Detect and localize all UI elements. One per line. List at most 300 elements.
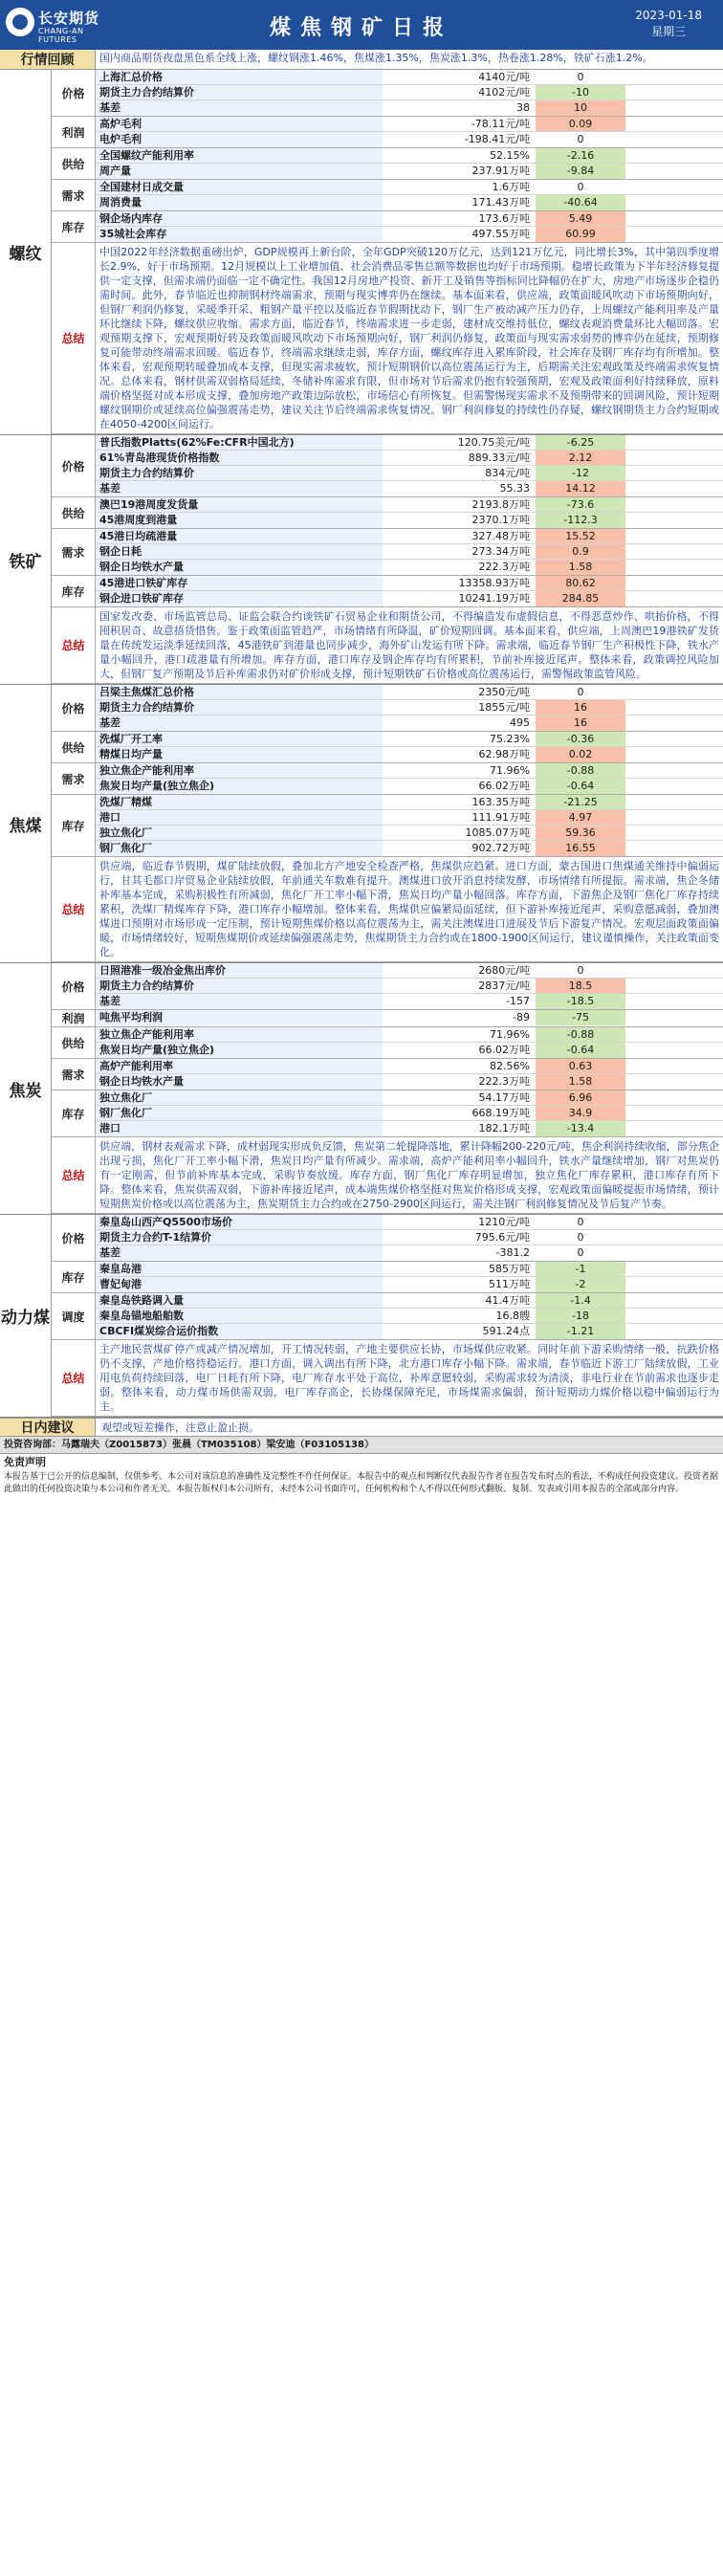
indicator-change: 0 <box>536 70 625 84</box>
disclaimer-text: 本报告基于已公开的信息编制，仅供参考。本公司对该信息的准确性及完整性不作任何保证。本报告中的观点和判断仅代表报告作者在报告发布时点的看法，不构成任何投资建议。投资者据此做出的任何投资决策与本公司和作者无关。本报告版权归本公司所有，未经本公司书面许可，任何机构和个人不得以任何形式翻版、复制、发表或引用本报告的全部或部分内容。 <box>4 1472 719 1494</box>
group-rows <box>96 963 723 1009</box>
indicator-row <box>96 117 723 132</box>
group-label: 价格 <box>52 963 96 1009</box>
row-filler <box>625 180 723 194</box>
indicator-change: 16 <box>536 700 625 715</box>
indicator-name: 全国螺纹产能利用率 <box>96 148 383 163</box>
indicator-row <box>96 100 723 116</box>
row-filler <box>625 1010 723 1025</box>
indicator-change: -1.21 <box>536 1324 625 1339</box>
indicator-value: 71.96% <box>383 1027 536 1042</box>
row-filler <box>625 435 723 450</box>
indicator-change: 15.52 <box>536 529 625 543</box>
indicator-row <box>96 481 723 496</box>
summary-text: 国家发改委、市场监管总局、证监会联合约谈铁矿石贸易企业和期货公司，不得编造发布虚假信息，不得恶意炒作、哄抬价格，不得囤积居奇、故意捂货惜售。鉴于政策面监管趋严，市场情绪有所降温，矿价短期回调。基本面来看，供应端，上周澳巴19港铁矿发货量在传统发运淡季延续回落，45港铁矿到港量也同步减少，海外矿山发运有所下降。需求端，临近春节钢厂生产积极性下降，铁水产量小幅回升，港口疏港量有所增加。库存方面，港口库存及钢企库存均有所累积，节前补库接近尾声。整体来看，政策调控风险加大，但钢厂复产预期及节后补库需求仍对矿价形成支撑，预计短期铁矿石价格或高位震荡运行，需警惕政策监管风险。 <box>99 610 719 680</box>
row-filler <box>625 1277 723 1292</box>
summary-label: 总结 <box>52 243 96 433</box>
indicator-name: 吕梁主焦煤汇总价格 <box>96 685 383 699</box>
indicator-value: 4140元/吨 <box>383 70 536 84</box>
indicator-name: 全国建材日成交量 <box>96 180 383 194</box>
indicator-group <box>52 211 723 243</box>
indicator-name: 港口 <box>96 810 383 825</box>
indicator-value: 222.3万吨 <box>383 1074 536 1090</box>
row-filler <box>625 979 723 993</box>
group-label: 价格 <box>52 1215 96 1261</box>
indicator-name: 期货主力合约结算价 <box>96 85 383 99</box>
indicator-group <box>52 117 723 148</box>
indicator-row <box>96 1121 723 1136</box>
row-filler <box>625 1059 723 1073</box>
indicator-value: 38 <box>383 100 536 116</box>
indicator-name: 钢企日均铁水产量 <box>96 1074 383 1090</box>
indicator-group <box>52 1090 723 1137</box>
indicator-value: 163.35万吨 <box>383 795 536 809</box>
indicator-change: 14.12 <box>536 481 625 496</box>
row-filler <box>625 148 723 163</box>
indicator-change: -12 <box>536 466 625 480</box>
row-filler <box>625 1121 723 1136</box>
indicator-row <box>96 211 723 227</box>
indicator-name: 35城社会库存 <box>96 227 383 242</box>
indicator-name: 基差 <box>96 1245 383 1261</box>
indicator-name: 钢企场内库存 <box>96 211 383 226</box>
indicator-row <box>96 1293 723 1309</box>
indicator-change: -75 <box>536 1010 625 1025</box>
group-label: 库存 <box>52 795 96 856</box>
summary-group <box>52 243 723 434</box>
summary-label: 总结 <box>52 857 96 961</box>
indicator-name: 洗煤厂精煤 <box>96 795 383 809</box>
indicator-group <box>52 732 723 763</box>
group-label: 库存 <box>52 1262 96 1292</box>
indicator-change: 284.85 <box>536 591 625 606</box>
indicator-change: -1 <box>536 1262 625 1276</box>
indicator-row <box>96 1324 723 1339</box>
commodity-section <box>0 963 723 1215</box>
row-filler <box>625 513 723 528</box>
indicator-name: CBCFI煤炭综合运价指数 <box>96 1324 383 1339</box>
disclaimer-title: 免责声明 <box>4 1456 46 1468</box>
indicator-value: 2680元/吨 <box>383 963 536 978</box>
group-rows <box>96 763 723 794</box>
indicator-group <box>52 180 723 211</box>
row-filler <box>625 747 723 762</box>
indicator-name: 钢企进口铁矿库存 <box>96 591 383 606</box>
indicator-name: 港口 <box>96 1121 383 1136</box>
row-filler <box>625 1262 723 1276</box>
group-rows <box>96 732 723 762</box>
indicator-change: 0.09 <box>536 117 625 131</box>
indicator-row <box>96 180 723 195</box>
summary-text: 供应端，临近春节假期，煤矿陆续放假，叠加北方产地安全检查严格，焦煤供应趋紧。进口方面，蒙古国进口焦煤通关维持中偏弱运行，甘其毛都口岸贸易企业陆续放假，年前通关车数难有提升。澳煤进口放开消息持续发酵，市场情绪有所提振。需求端，焦企冬储补库基本完成，采购积极性有所减弱，焦化厂开工率小幅下滑，焦炭日均产量小幅回落。库存方面，下游焦企及钢厂焦化厂库存持续累积，洗煤厂精煤库存下降，港口库存小幅增加。整体来看，焦煤供应偏紧局面延续，但下游补库接近尾声，采购意愿减弱，叠加澳煤进口预期对市场形成一定压制，预计短期焦煤价格以高位震荡为主，需关注澳煤进口进展及节后下游复产情况。宏观层面政策面偏暖，市场情绪较好，短期焦煤期价或延续偏强震荡走势，焦煤期货主力合约或在1800-1900区间运行，建议谨慎操作，关注政策面变化。 <box>99 860 719 958</box>
row-filler <box>625 763 723 778</box>
indicator-change: 0.9 <box>536 544 625 559</box>
indicator-value: 41.4万吨 <box>383 1293 536 1308</box>
indicator-value: 171.43万吨 <box>383 195 536 210</box>
indicator-change: -0.88 <box>536 1027 625 1042</box>
indicator-row <box>96 1215 723 1230</box>
indicator-change: 0 <box>536 132 625 147</box>
indicator-value: 75.23% <box>383 732 536 746</box>
section-title: 铁矿 <box>0 435 52 684</box>
section-body <box>52 1215 723 1417</box>
row-filler <box>625 810 723 825</box>
group-label: 供给 <box>52 732 96 762</box>
indicator-change: 0 <box>536 1245 625 1261</box>
indicator-change: -18 <box>536 1309 625 1323</box>
row-filler <box>625 732 723 746</box>
summary-text: 主产地民营煤矿停产或减产情况增加，开工情况转弱，产地主要供应长协，市场煤供应收紧。同时年前下游采购情绪一般，抗跌价格仍不支撑，产地价格持稳运行。港口方面，调入调出有所下降，北方港口库存小幅下降。需求端，春节临近下游工厂陆续放假，工业用电负荷持续回落，电厂日耗有所下降，电厂库存水平处于高位，补库意愿较弱，采购需求较为清淡，非电行业在节前需求也逐步走弱。整体来看，动力煤市场供需双弱，电厂库存高企，长协煤保障充足，市场煤需求偏弱，预计短期动力煤价格以稳中偏弱运行为主。 <box>99 1343 719 1413</box>
group-label: 价格 <box>52 435 96 496</box>
indicator-value: 71.96% <box>383 763 536 778</box>
date-value: 2023-01-18 <box>635 9 702 22</box>
commodity-section <box>0 70 723 435</box>
indicator-name: 基差 <box>96 994 383 1009</box>
indicator-row <box>96 763 723 779</box>
indicator-name: 钢企日耗 <box>96 544 383 559</box>
indicator-row <box>96 227 723 242</box>
row-filler <box>625 700 723 715</box>
section-body <box>52 685 723 962</box>
indicator-value: 66.02万吨 <box>383 779 536 794</box>
indicator-name: 上海汇总价格 <box>96 70 383 84</box>
group-label: 库存 <box>52 1090 96 1136</box>
indicator-row <box>96 70 723 85</box>
row-filler <box>625 685 723 699</box>
row-filler <box>625 481 723 496</box>
indicator-change: -18.5 <box>536 994 625 1009</box>
indicator-row <box>96 979 723 994</box>
indicator-name: 高炉产能利用率 <box>96 1059 383 1073</box>
indicator-value: -381.2 <box>383 1245 536 1261</box>
indicator-name: 45港进口铁矿库存 <box>96 576 383 590</box>
row-filler <box>625 716 723 731</box>
indicator-change: 80.62 <box>536 576 625 590</box>
indicator-value: 2350元/吨 <box>383 685 536 699</box>
indicator-value: 16.8艘 <box>383 1309 536 1323</box>
row-filler <box>625 117 723 131</box>
row-filler <box>625 195 723 210</box>
group-rows <box>96 1090 723 1136</box>
group-label: 利润 <box>52 117 96 147</box>
row-filler <box>625 1106 723 1120</box>
indicator-value: 1855元/吨 <box>383 700 536 715</box>
indicator-value: 273.34万吨 <box>383 544 536 559</box>
group-label: 供给 <box>52 1027 96 1058</box>
indicator-value: 4102元/吨 <box>383 85 536 99</box>
indicator-value: 13358.93万吨 <box>383 576 536 590</box>
indicator-value: -198.41元/吨 <box>383 132 536 147</box>
indicator-change: -6.25 <box>536 435 625 450</box>
indicator-name: 独立焦化厂 <box>96 1090 383 1105</box>
indicator-group <box>52 1293 723 1340</box>
row-filler <box>625 1309 723 1323</box>
summary-text: 中国2022年经济数据重磅出炉，GDP规模再上新台阶，全年GDP突破120万亿元，达到121万亿元，同比增长3%，其中第四季度增长2.9%，好于市场预期。12月规模以上工业增加值、社会消费品零售总额等数据也均好于市场预期。稳增长政策为下半年经济修复提供一定支撑，但需求端仍面临一定不确定性。我国12月房地产投资、新开工及销售等指标同比降幅仍在扩大，房地产市场逐步企稳仍需时间。此外，春节临近也抑制钢材终端需求，预期与现实博弈仍在继续。基本面来看，供应端，政策面暖风吹动下市场预期向好，但钢厂利润仍修复，采暖季开采、粗钢产量平控以及临近春节假期扰动下，钢厂生产被动减产压力仍存，上周螺纹产能利用率及产量环比继续下降，螺纹供应收缩。需求方面，临近春节，终端需求进一步走弱，建材成交维持低位，螺纹表观消费量环比大幅回落。宏观预期支撑下，宏观预期好转及政策面暖风吹动下市场预期向好，钢厂利润仍修复，政策面与现实需求弱势的博弈仍在延续，预期修复可能带动终端需求回暖。临近春节，终端需求继续走弱，库存方面，螺纹库存进入累库阶段，社会库存及钢厂库存均有所增加。整体来看，宏观预期转暖叠加成本支撑，但现实需求疲软，预计短期钢价以高位震荡运行为主，后期需关注宏观政策及终端需求恢复情况。总体来看，钢材供需双弱格局延续，冬储补库需求有限，但市场对节后需求仍抱有较强预期，宏观及政策面利好持续释放，原料端价格坚挺对成本形成支撑，叠加房地产政策边际放松，市场信心有所恢复。但需警惕现实需求不及预期带来的回调风险，预计短期螺纹钢期价或延续高位偏强震荡走势，建议关注节后终端需求恢复情况。钢厂利润修复的持续性仍存疑，螺纹钢期货主力合约短期或在4050-4200区间运行。 <box>99 246 719 430</box>
indicator-row <box>96 1230 723 1245</box>
indicator-name: 独立焦企产能利用率 <box>96 1027 383 1042</box>
indicator-change: -13.4 <box>536 1121 625 1136</box>
group-rows <box>96 435 723 496</box>
group-label: 价格 <box>52 70 96 116</box>
indicator-row <box>96 1309 723 1324</box>
indicator-value: 668.19万吨 <box>383 1106 536 1120</box>
indicator-name: 周产量 <box>96 164 383 179</box>
indicator-name: 高炉毛利 <box>96 117 383 131</box>
row-filler <box>625 1215 723 1229</box>
indicator-change: -2 <box>536 1277 625 1292</box>
intraday-advice-label: 日内建议 <box>0 1419 96 1436</box>
indicator-group <box>52 1059 723 1090</box>
indicator-row <box>96 529 723 544</box>
indicator-value: 10241.19万吨 <box>383 591 536 606</box>
indicator-name: 钢厂焦化厂 <box>96 841 383 856</box>
indicator-value: 795.6元/吨 <box>383 1230 536 1244</box>
row-filler <box>625 544 723 559</box>
row-filler <box>625 1090 723 1105</box>
indicator-name: 普氏指数Platts(62%Fe:CFR中国北方) <box>96 435 383 450</box>
indicator-name: 钢企日均铁水产量 <box>96 560 383 575</box>
indicator-group <box>52 685 723 732</box>
indicator-row <box>96 1245 723 1261</box>
section-title: 螺纹 <box>0 70 52 434</box>
group-rows <box>96 1059 723 1090</box>
indicator-value: 52.15% <box>383 148 536 163</box>
indicator-change: 16 <box>536 716 625 731</box>
indicator-change: 34.9 <box>536 1106 625 1120</box>
indicator-name: 精煤日均产量 <box>96 747 383 762</box>
indicator-name: 焦炭日均产量(独立焦企) <box>96 1043 383 1058</box>
row-filler <box>625 1027 723 1042</box>
indicator-value: 889.33元/吨 <box>383 451 536 465</box>
indicator-row <box>96 747 723 762</box>
indicator-group <box>52 1215 723 1262</box>
summary-group <box>52 607 723 684</box>
indicator-row <box>96 795 723 810</box>
row-filler <box>625 466 723 480</box>
indicator-row <box>96 1043 723 1058</box>
row-filler <box>625 1293 723 1308</box>
logo-name-en: CHANG-AN FUTURES <box>38 27 84 44</box>
indicator-value: 585万吨 <box>383 1262 536 1276</box>
row-filler <box>625 795 723 809</box>
indicator-change: -21.25 <box>536 795 625 809</box>
summary-text: 供应端，钢材表观需求下降，成材弱现实形成负反馈，焦炭第二轮提降落地，累计降幅200-220元/吨，焦企利润持续收缩，部分焦企出现亏损，焦化厂开工率小幅下滑，焦炭日均产量有所减少。需求端，高炉产能利用率小幅回升，铁水产量继续增加，钢厂对焦炭仍有一定刚需，但节前补库基本完成，采购节奏放缓。库存方面，钢厂焦化厂库存明显增加，独立焦化厂库存累积，港口库存有所下降。整体来看，焦炭供需双弱，下游补库接近尾声，成本端焦煤价格坚挺对焦炭价格形成支撑，宏观政策面偏暖提振市场情绪，预计短期焦炭价格或以高位震荡为主，焦炭期货主力合约或在2750-2900区间运行，需关注钢厂利润修复情况及节后复产节奏。 <box>99 1140 719 1210</box>
indicator-row <box>96 810 723 826</box>
row-filler <box>625 591 723 606</box>
indicator-row <box>96 963 723 979</box>
indicator-name: 45港周度到港量 <box>96 513 383 528</box>
section-body <box>52 435 723 684</box>
indicator-row <box>96 466 723 481</box>
row-filler <box>625 211 723 226</box>
group-rows <box>96 211 723 242</box>
indicator-change: -2.16 <box>536 148 625 163</box>
indicator-value: 327.48万吨 <box>383 529 536 543</box>
row-filler <box>625 1074 723 1090</box>
indicator-row <box>96 1027 723 1043</box>
indicator-name: 期货主力合约结算价 <box>96 979 383 993</box>
indicator-group <box>52 435 723 497</box>
indicator-row <box>96 132 723 147</box>
indicator-value: 66.02万吨 <box>383 1043 536 1058</box>
indicator-value: 2193.8万吨 <box>383 497 536 512</box>
indicator-name: 独立焦化厂 <box>96 826 383 840</box>
indicator-name: 基差 <box>96 716 383 731</box>
row-filler <box>625 576 723 590</box>
indicator-change: 6.96 <box>536 1090 625 1105</box>
indicator-change: 0.63 <box>536 1059 625 1073</box>
market-review-label: 行情回顾 <box>0 50 96 69</box>
group-rows <box>96 1027 723 1058</box>
indicator-value: 82.56% <box>383 1059 536 1073</box>
group-label: 库存 <box>52 211 96 242</box>
indicator-change: -9.84 <box>536 164 625 179</box>
row-filler <box>625 100 723 116</box>
indicator-change: 0 <box>536 963 625 978</box>
logo-name-cn: 长安期货 <box>38 10 100 27</box>
section-body <box>52 70 723 434</box>
indicator-change: 0 <box>536 1230 625 1244</box>
group-label: 调度 <box>52 1293 96 1339</box>
indicator-name: 周消费量 <box>96 195 383 210</box>
report-title: 煤焦钢矿日报 <box>269 16 453 40</box>
report-date <box>635 8 702 40</box>
indicator-row <box>96 435 723 451</box>
indicator-value: 2837元/吨 <box>383 979 536 993</box>
row-filler <box>625 841 723 856</box>
indicator-name: 曹妃甸港 <box>96 1277 383 1292</box>
indicator-row <box>96 85 723 100</box>
indicator-row <box>96 685 723 700</box>
indicator-group <box>52 497 723 529</box>
indicator-row <box>96 841 723 856</box>
row-filler <box>625 1324 723 1339</box>
row-filler <box>625 85 723 99</box>
indicator-row <box>96 1090 723 1106</box>
summary-group <box>52 857 723 962</box>
row-filler <box>625 227 723 242</box>
indicator-group <box>52 148 723 180</box>
indicator-change: 18.5 <box>536 979 625 993</box>
intraday-advice <box>0 1418 723 1437</box>
indicator-name: 电炉毛利 <box>96 132 383 147</box>
indicator-row <box>96 1059 723 1074</box>
intraday-advice-text: 观望或短差操作，注意止盈止损。 <box>101 1421 259 1434</box>
indicator-group <box>52 70 723 117</box>
row-filler <box>625 826 723 840</box>
row-filler <box>625 560 723 575</box>
indicator-group <box>52 1262 723 1293</box>
indicator-value: 120.75美元/吨 <box>383 435 536 450</box>
row-filler <box>625 497 723 512</box>
indicator-name: 45港日均疏港量 <box>96 529 383 543</box>
indicator-change: 1.58 <box>536 560 625 575</box>
indicator-row <box>96 1074 723 1090</box>
group-rows <box>96 70 723 116</box>
indicator-value: 834元/吨 <box>383 466 536 480</box>
indicator-change: 10 <box>536 100 625 116</box>
indicator-change: 2.12 <box>536 451 625 465</box>
indicator-row <box>96 576 723 591</box>
weekday-value: 星期三 <box>651 25 687 38</box>
indicator-change: 0 <box>536 180 625 194</box>
indicator-row <box>96 560 723 575</box>
indicator-value: 1.6万吨 <box>383 180 536 194</box>
commodity-section <box>0 435 723 685</box>
indicator-change: 60.99 <box>536 227 625 242</box>
indicator-name: 基差 <box>96 100 383 116</box>
group-rows <box>96 685 723 731</box>
indicator-row <box>96 779 723 794</box>
row-filler <box>625 451 723 465</box>
indicator-value: 237.91万吨 <box>383 164 536 179</box>
group-rows <box>96 1215 723 1261</box>
indicator-name: 61%青岛港现货价格指数 <box>96 451 383 465</box>
indicator-value: 591.24点 <box>383 1324 536 1339</box>
indicator-change: 4.97 <box>536 810 625 825</box>
indicator-value: 222.3万吨 <box>383 560 536 575</box>
group-label: 库存 <box>52 576 96 606</box>
summary-label: 总结 <box>52 1340 96 1416</box>
group-rows <box>96 497 723 528</box>
summary-group <box>52 1340 723 1417</box>
indicator-group <box>52 795 723 857</box>
indicator-value: 62.98万吨 <box>383 747 536 762</box>
indicator-change: -112.3 <box>536 513 625 528</box>
indicator-change: -10 <box>536 85 625 99</box>
group-rows <box>96 795 723 856</box>
indicator-change: 59.36 <box>536 826 625 840</box>
indicator-change: 16.55 <box>536 841 625 856</box>
group-rows <box>96 529 723 575</box>
indicator-name: 焦炭日均产量(独立焦企) <box>96 779 383 794</box>
section-title: 动力煤 <box>0 1215 52 1417</box>
indicator-name: 钢厂焦化厂 <box>96 1106 383 1120</box>
group-rows <box>96 1262 723 1292</box>
indicator-value: 1085.07万吨 <box>383 826 536 840</box>
row-filler <box>625 1230 723 1244</box>
indicator-group <box>52 529 723 576</box>
indicator-name: 秦皇岛铁路调入量 <box>96 1293 383 1308</box>
group-label: 需求 <box>52 180 96 210</box>
indicator-value: -157 <box>383 994 536 1009</box>
indicator-value: 55.33 <box>383 481 536 496</box>
row-filler <box>625 132 723 147</box>
indicator-row <box>96 700 723 716</box>
indicator-change: -40.64 <box>536 195 625 210</box>
group-label: 利润 <box>52 1010 96 1026</box>
row-filler <box>625 70 723 84</box>
indicator-name: 秦皇岛山西产Q5500市场价 <box>96 1215 383 1229</box>
indicator-row <box>96 544 723 560</box>
indicator-name: 期货主力合约T-1结算价 <box>96 1230 383 1244</box>
row-filler <box>625 164 723 179</box>
indicator-value: -78.11元/吨 <box>383 117 536 131</box>
indicator-name: 澳巴19港周度发货量 <box>96 497 383 512</box>
row-filler <box>625 994 723 1009</box>
row-filler <box>625 963 723 978</box>
indicator-row <box>96 1262 723 1277</box>
group-label: 需求 <box>52 1059 96 1090</box>
group-rows <box>96 576 723 606</box>
indicator-row <box>96 716 723 731</box>
group-label: 需求 <box>52 763 96 794</box>
indicator-row <box>96 1277 723 1292</box>
group-rows <box>96 148 723 179</box>
indicator-name: 期货主力合约结算价 <box>96 700 383 715</box>
row-filler <box>625 1245 723 1261</box>
indicator-group <box>52 1010 723 1027</box>
